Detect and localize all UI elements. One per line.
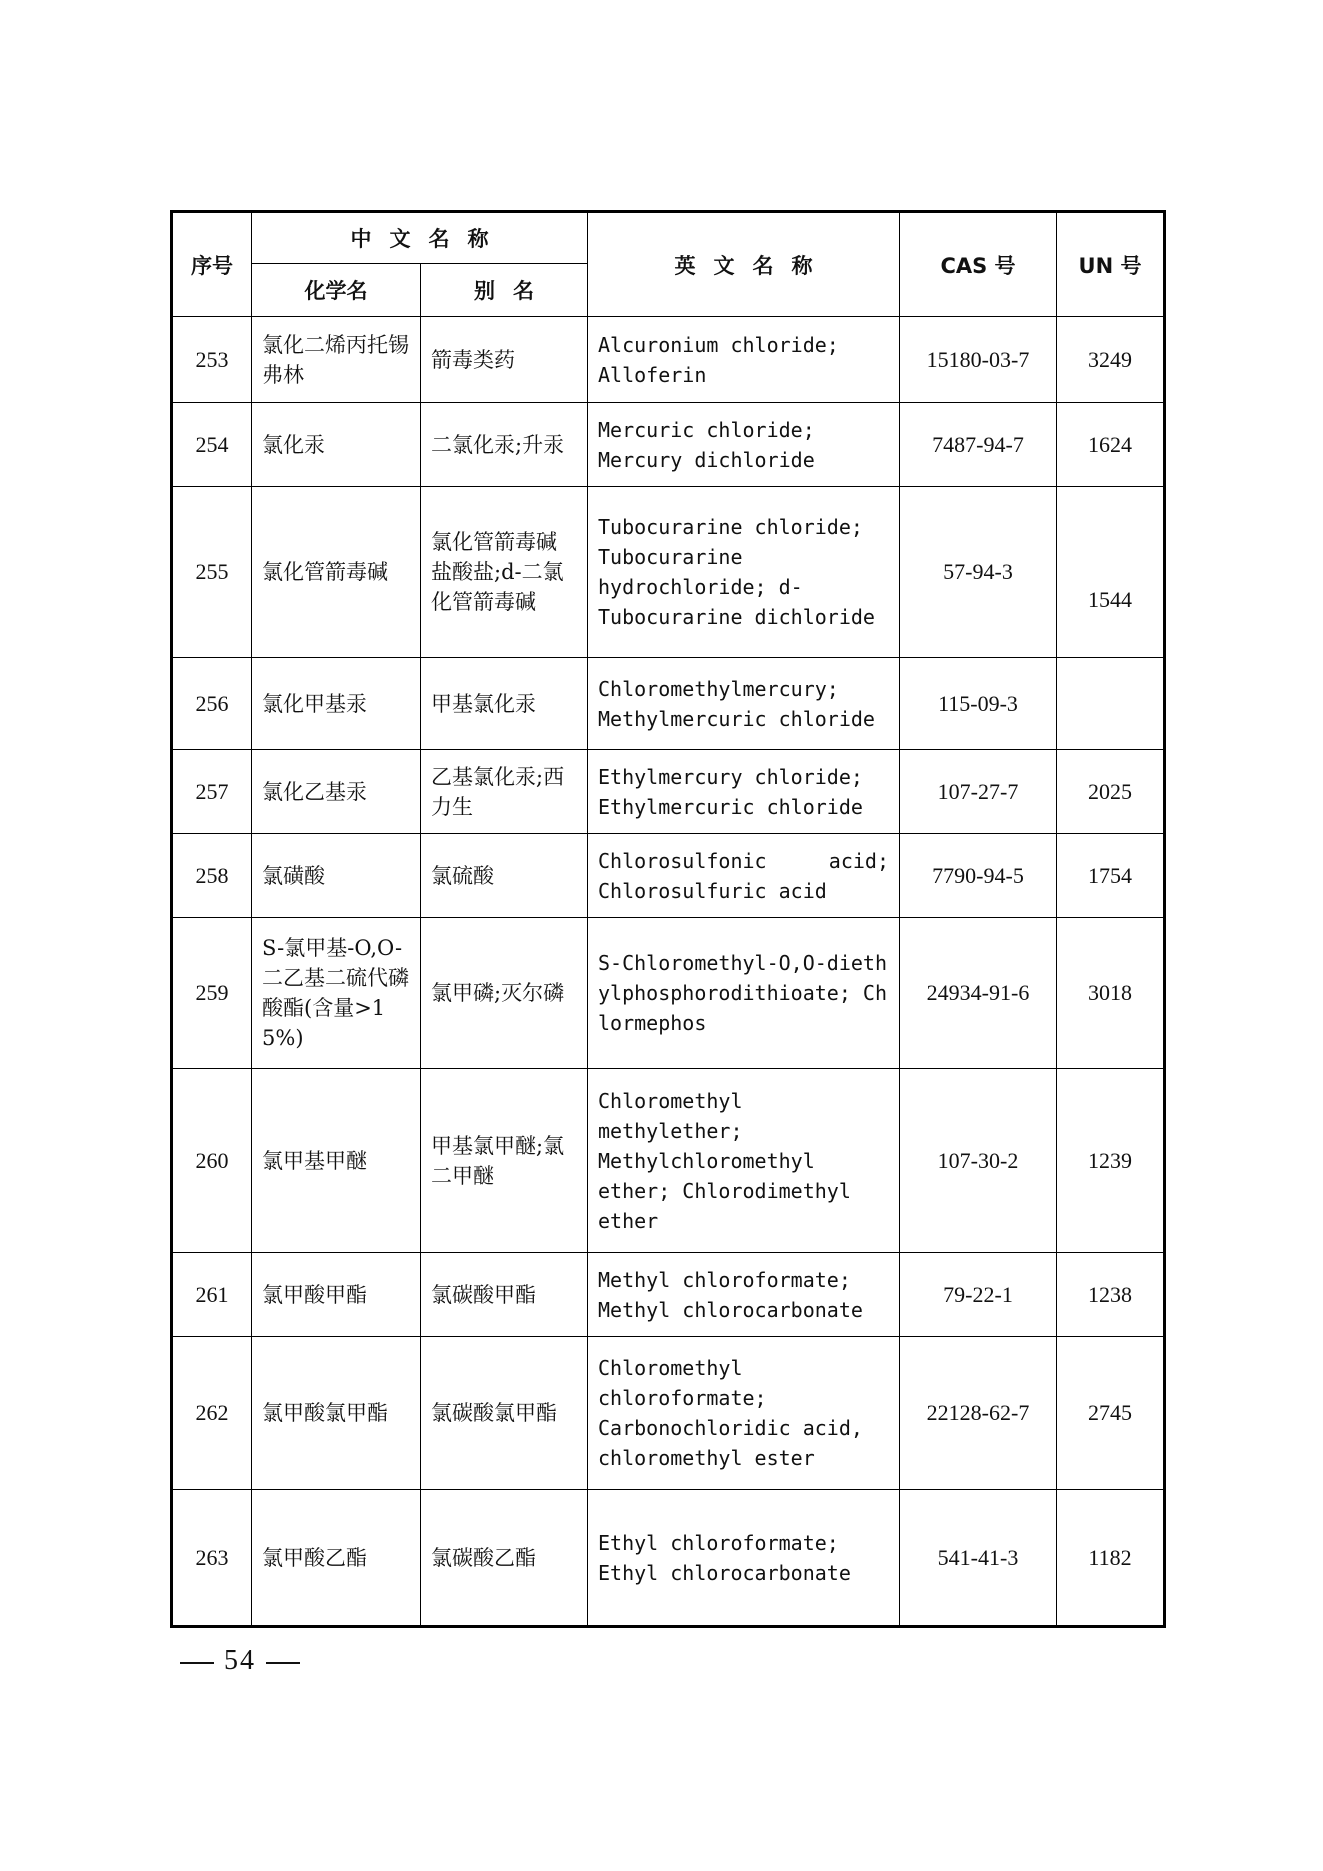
row-alias: 甲基氯化汞 bbox=[421, 658, 588, 750]
row-no: 258 bbox=[172, 834, 252, 918]
header-un: UN 号 bbox=[1057, 212, 1165, 317]
row-alias: 氯化管箭毒碱盐酸盐;d-二氯化管箭毒碱 bbox=[421, 487, 588, 658]
row-alias: 氯硫酸 bbox=[421, 834, 588, 918]
header-no: 序号 bbox=[172, 212, 252, 317]
header-chinese-name: 中文名称 bbox=[252, 212, 588, 264]
row-un: 1544 bbox=[1057, 487, 1165, 658]
row-un: 1239 bbox=[1057, 1069, 1165, 1253]
row-english-name: Ethylmercury chloride; Ethylmercuric chloride bbox=[588, 750, 900, 834]
row-un bbox=[1057, 658, 1165, 750]
row-no: 256 bbox=[172, 658, 252, 750]
row-alias: 氯甲磷;灭尔磷 bbox=[421, 918, 588, 1069]
row-no: 263 bbox=[172, 1490, 252, 1627]
table-row bbox=[172, 750, 1165, 834]
table-row bbox=[172, 1253, 1165, 1337]
row-cas: 22128-62-7 bbox=[900, 1337, 1057, 1490]
row-un: 1238 bbox=[1057, 1253, 1165, 1337]
row-english-name: Chloromethylmercury; Methylmercuric chloride bbox=[588, 658, 900, 750]
row-english-name: Chloromethyl chloroformate; Carbonochloridic acid, chloromethyl ester bbox=[588, 1337, 900, 1490]
row-no: 253 bbox=[172, 317, 252, 403]
row-english-name: Methyl chloroformate; Methyl chlorocarbonate bbox=[588, 1253, 900, 1337]
row-english-name: Alcuronium chloride; Alloferin bbox=[588, 317, 900, 403]
header-chemical-name: 化学名 bbox=[252, 264, 421, 317]
page-number: 54 bbox=[224, 1645, 256, 1676]
row-chemical-name: S-氯甲基-O,O-二乙基二硫代磷酸酯(含量>15%) bbox=[252, 918, 421, 1069]
row-cas: 7790-94-5 bbox=[900, 834, 1057, 918]
row-un: 2025 bbox=[1057, 750, 1165, 834]
row-chemical-name: 氯甲基甲醚 bbox=[252, 1069, 421, 1253]
table-row bbox=[172, 1490, 1165, 1627]
footer-dash-right bbox=[266, 1662, 300, 1664]
chemical-table bbox=[170, 210, 1166, 1628]
row-no: 260 bbox=[172, 1069, 252, 1253]
row-alias: 甲基氯甲醚;氯二甲醚 bbox=[421, 1069, 588, 1253]
row-alias: 氯碳酸甲酯 bbox=[421, 1253, 588, 1337]
row-cas: 115-09-3 bbox=[900, 658, 1057, 750]
table-row bbox=[172, 658, 1165, 750]
row-chemical-name: 氯甲酸甲酯 bbox=[252, 1253, 421, 1337]
row-un: 1624 bbox=[1057, 403, 1165, 487]
table-row bbox=[172, 403, 1165, 487]
table-row bbox=[172, 487, 1165, 658]
row-un: 1182 bbox=[1057, 1490, 1165, 1627]
row-alias: 乙基氯化汞;西力生 bbox=[421, 750, 588, 834]
header-row bbox=[172, 212, 1165, 264]
row-cas: 24934-91-6 bbox=[900, 918, 1057, 1069]
row-cas: 57-94-3 bbox=[900, 487, 1057, 658]
row-no: 257 bbox=[172, 750, 252, 834]
row-no: 262 bbox=[172, 1337, 252, 1490]
row-alias: 二氯化汞;升汞 bbox=[421, 403, 588, 487]
page-footer bbox=[170, 1645, 310, 1677]
row-chemical-name: 氯磺酸 bbox=[252, 834, 421, 918]
table-row bbox=[172, 1337, 1165, 1490]
table-row bbox=[172, 1069, 1165, 1253]
row-english-name: Ethyl chloroformate; Ethyl chlorocarbonate bbox=[588, 1490, 900, 1627]
row-chemical-name: 氯化二烯丙托锡弗林 bbox=[252, 317, 421, 403]
footer-dash-left bbox=[180, 1662, 214, 1664]
row-alias: 氯碳酸氯甲酯 bbox=[421, 1337, 588, 1490]
row-english-name: S-Chloromethyl-O,O-diethylphosphorodithioate; Chlormephos bbox=[588, 918, 900, 1069]
header-cas: CAS 号 bbox=[900, 212, 1057, 317]
row-no: 261 bbox=[172, 1253, 252, 1337]
table-row bbox=[172, 918, 1165, 1069]
row-no: 259 bbox=[172, 918, 252, 1069]
row-un: 3018 bbox=[1057, 918, 1165, 1069]
row-chemical-name: 氯化乙基汞 bbox=[252, 750, 421, 834]
header-alias: 别名 bbox=[421, 264, 588, 317]
row-alias: 箭毒类药 bbox=[421, 317, 588, 403]
row-no: 254 bbox=[172, 403, 252, 487]
row-un: 1754 bbox=[1057, 834, 1165, 918]
row-alias: 氯碳酸乙酯 bbox=[421, 1490, 588, 1627]
table-row bbox=[172, 834, 1165, 918]
row-cas: 107-27-7 bbox=[900, 750, 1057, 834]
row-chemical-name: 氯化管箭毒碱 bbox=[252, 487, 421, 658]
row-un: 2745 bbox=[1057, 1337, 1165, 1490]
header-english-name: 英文名称 bbox=[588, 212, 900, 317]
row-chemical-name: 氯化汞 bbox=[252, 403, 421, 487]
row-chemical-name: 氯化甲基汞 bbox=[252, 658, 421, 750]
row-chemical-name: 氯甲酸氯甲酯 bbox=[252, 1337, 421, 1490]
row-cas: 15180-03-7 bbox=[900, 317, 1057, 403]
row-english-name: Mercuric chloride; Mercury dichloride bbox=[588, 403, 900, 487]
row-english-name: Chloromethyl methylether; Methylchloromethyl ether; Chlorodimethyl ether bbox=[588, 1069, 900, 1253]
row-english-name: Chlorosulfonic acid; Chlorosulfuric acid bbox=[588, 834, 900, 918]
row-cas: 541-41-3 bbox=[900, 1490, 1057, 1627]
row-english-name: Tubocurarine chloride; Tubocurarine hydrochloride; d-Tubocurarine dichloride bbox=[588, 487, 900, 658]
row-cas: 107-30-2 bbox=[900, 1069, 1057, 1253]
row-cas: 7487-94-7 bbox=[900, 403, 1057, 487]
row-no: 255 bbox=[172, 487, 252, 658]
row-cas: 79-22-1 bbox=[900, 1253, 1057, 1337]
row-un: 3249 bbox=[1057, 317, 1165, 403]
row-chemical-name: 氯甲酸乙酯 bbox=[252, 1490, 421, 1627]
table-row bbox=[172, 317, 1165, 403]
